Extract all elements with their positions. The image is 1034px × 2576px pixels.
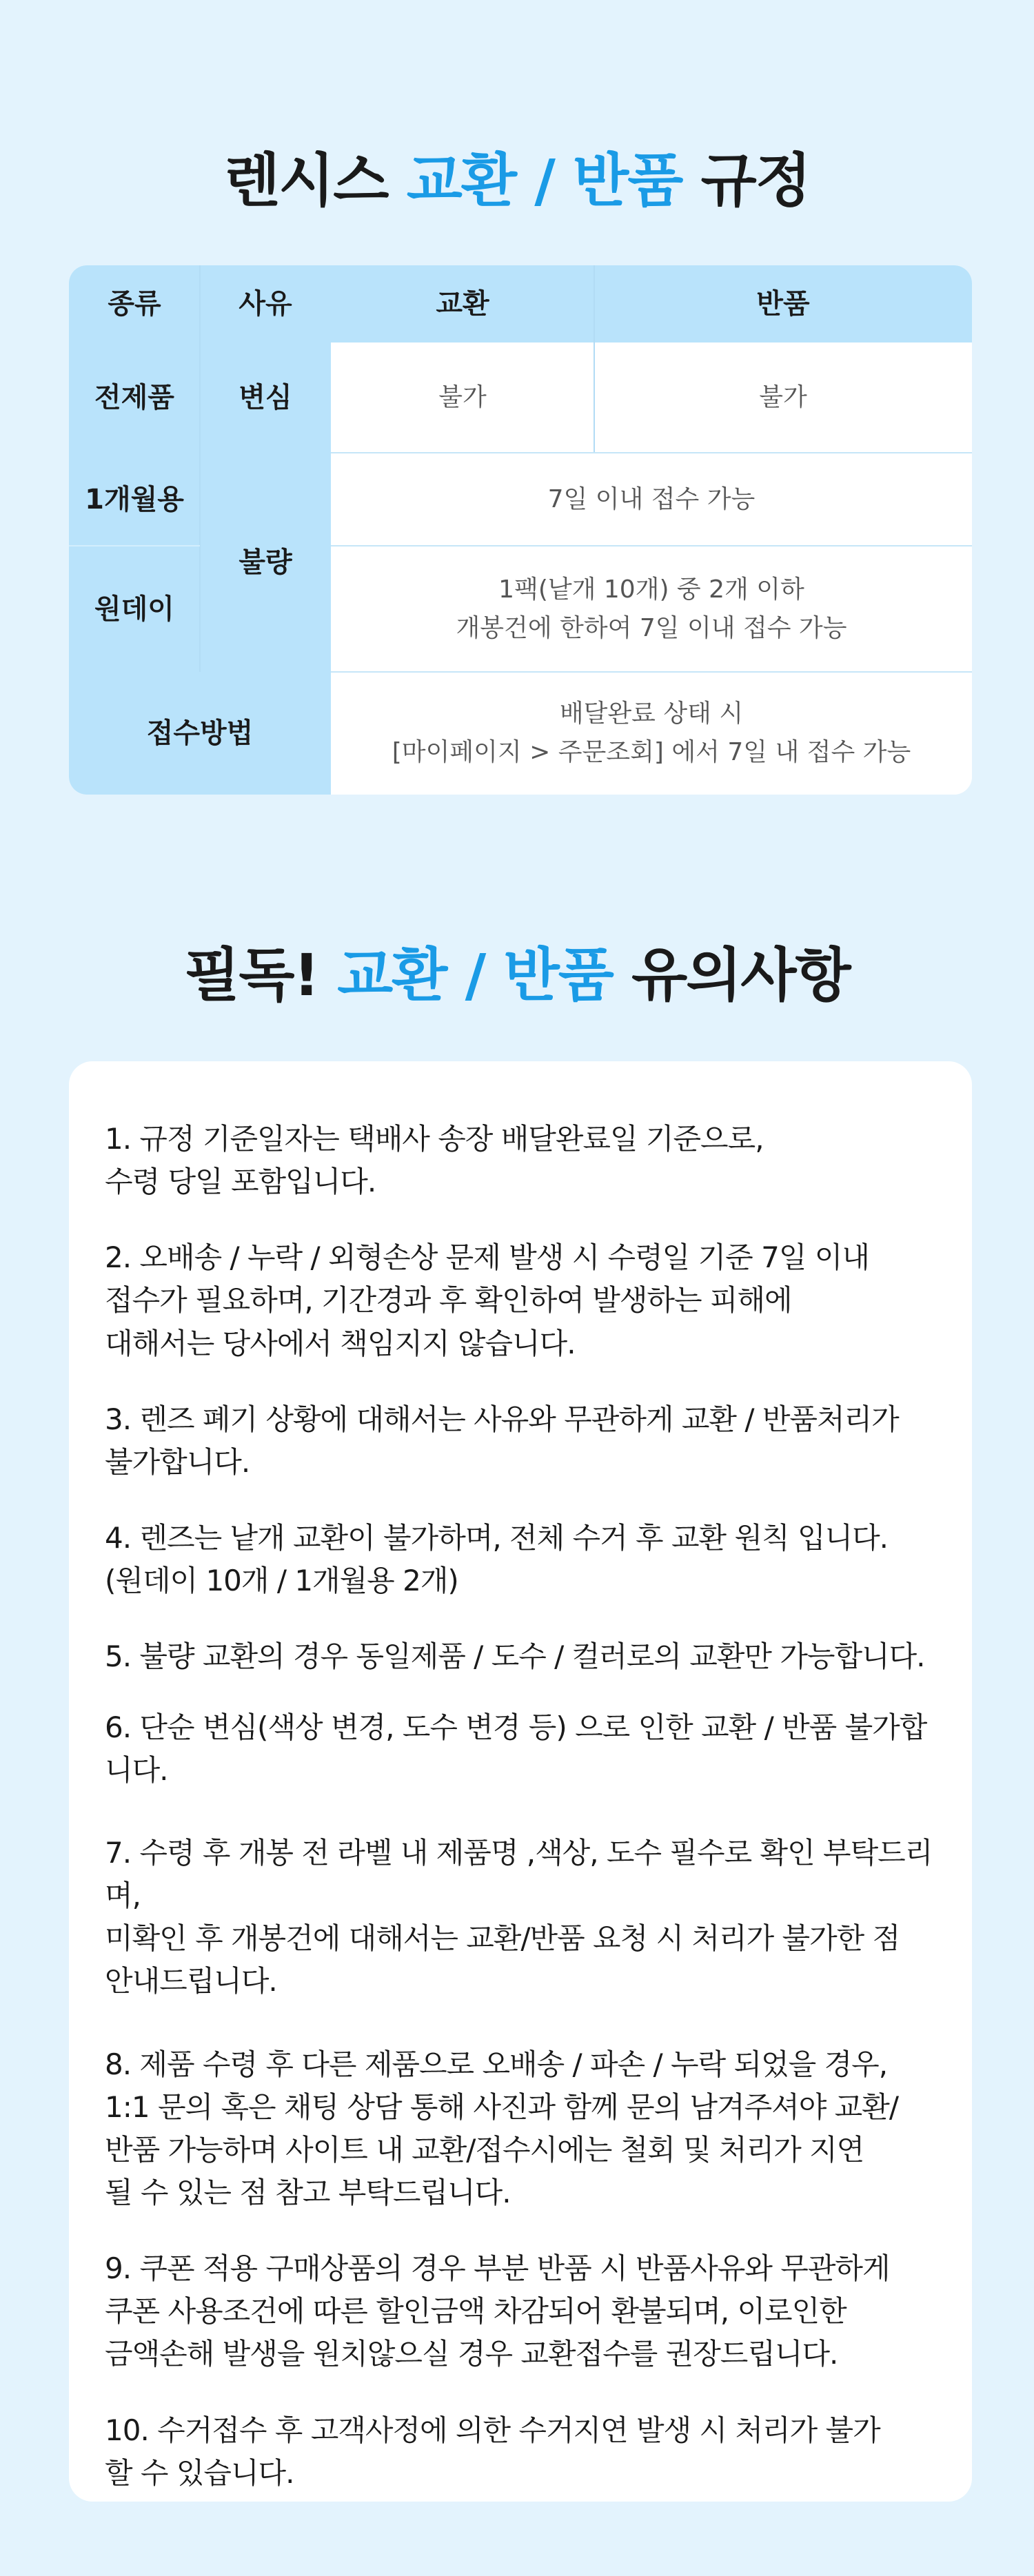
notice-card — [69, 1061, 972, 2502]
cell-daily-rule: 1팩(낱개 10개) 중 2개 이하 개봉건에 한하여 7일 이내 접수 가능 — [331, 546, 972, 672]
grid-line — [331, 452, 972, 453]
cell-monthly-rule: 7일 이내 접수 가능 — [331, 453, 972, 546]
grid-line — [594, 265, 595, 453]
header-return: 반품 — [594, 265, 972, 343]
notice-item: 3. 렌즈 폐기 상황에 대해서는 사유와 무관하게 교환 / 반품처리가 불가합니다. — [105, 1402, 899, 1479]
notice-item: 6. 단순 변심(색상 변경, 도수 변경 등) 으로 인한 교환 / 반품 불가합니다. — [105, 1710, 927, 1787]
notice-title-accent: 교환 / 반품 — [337, 941, 613, 1009]
grid-line — [199, 265, 201, 672]
notice-item: 4. 렌즈는 낱개 교환이 불가하며, 전체 수거 후 교환 원칙 입니다. (원데이 10개 / 1개월용 2개) — [105, 1521, 889, 1598]
policy-title-post: 규정 — [682, 147, 810, 214]
grid-line — [331, 545, 972, 546]
notice-item: 7. 수령 후 개봉 전 라벨 내 제품명 ,색상, 도수 필수로 확인 부탁드리며, 미확인 후 개봉건에 대해서는 교환/반품 요청 시 처리가 불가한 점 안내드립니다. — [105, 1835, 933, 1999]
grid-line — [331, 671, 972, 673]
header-reason: 사유 — [200, 265, 331, 343]
notice-title-post: 유의사항 — [612, 941, 850, 1009]
notice-item: 9. 쿠폰 적용 구매상품의 경우 부분 반품 시 반품사유와 무관하게 쿠폰 사용조건에 따른 할인금액 차감되어 환불되며, 이로인한 금액손해 발생을 원치않으실 경우 교환접수를 권장드립니다. — [105, 2251, 890, 2371]
notice-item: 2. 오배송 / 누락 / 외형손상 문제 발생 시 수령일 기준 7일 이내 접수가 필요하며, 기간경과 후 확인하여 발생하는 피해에 대해서는 당사에서 책임지지 않습니다. — [105, 1240, 869, 1360]
notice-list — [105, 1118, 953, 2495]
cell-method-rule: 배달완료 상태 시 [마이페이지 > 주문조회] 에서 7일 내 접수 가능 — [331, 672, 972, 795]
notice-item: 10. 수거접수 후 고객사정에 의한 수거지연 발생 시 처리가 불가 할 수 있습니다. — [105, 2413, 880, 2490]
row-all-products: 전제품 — [69, 343, 200, 453]
row-monthly: 1개월용 — [69, 453, 200, 546]
policy-title — [0, 134, 1034, 218]
header-type: 종류 — [69, 265, 200, 343]
row-change-mind: 변심 — [200, 343, 331, 453]
notice-title-pre: 필독! — [184, 941, 338, 1009]
notice-item: 5. 불량 교환의 경우 동일제품 / 도수 / 컬러로의 교환만 가능합니다. — [105, 1639, 925, 1674]
row-method: 접수방법 — [69, 672, 331, 795]
notice-title — [0, 929, 1034, 1012]
policy-title-pre: 렌시스 — [224, 147, 407, 214]
grid-line — [69, 545, 200, 546]
notice-item: 1. 규정 기준일자는 택배사 송장 배달완료일 기준으로, 수령 당일 포함입니다. — [105, 1122, 764, 1199]
cell-exchange-unavailable: 불가 — [331, 343, 594, 453]
row-defect: 불량 — [200, 453, 331, 672]
cell-return-unavailable: 불가 — [594, 343, 972, 453]
policy-table — [69, 265, 972, 795]
header-exchange: 교환 — [331, 265, 594, 343]
policy-title-accent: 교환 / 반품 — [406, 147, 682, 214]
notice-item: 8. 제품 수령 후 다른 제품으로 오배송 / 파손 / 누락 되었을 경우, 1:1 문의 혹은 채팅 상담 통해 사진과 함께 문의 남겨주셔야 교환/ 반품 가능하며 사이트 내 교환/접수시에는 철회 및 처리가 지연 될 수 있는 점 참고 부탁드립니다. — [105, 2047, 898, 2209]
row-daily: 원데이 — [69, 546, 200, 672]
